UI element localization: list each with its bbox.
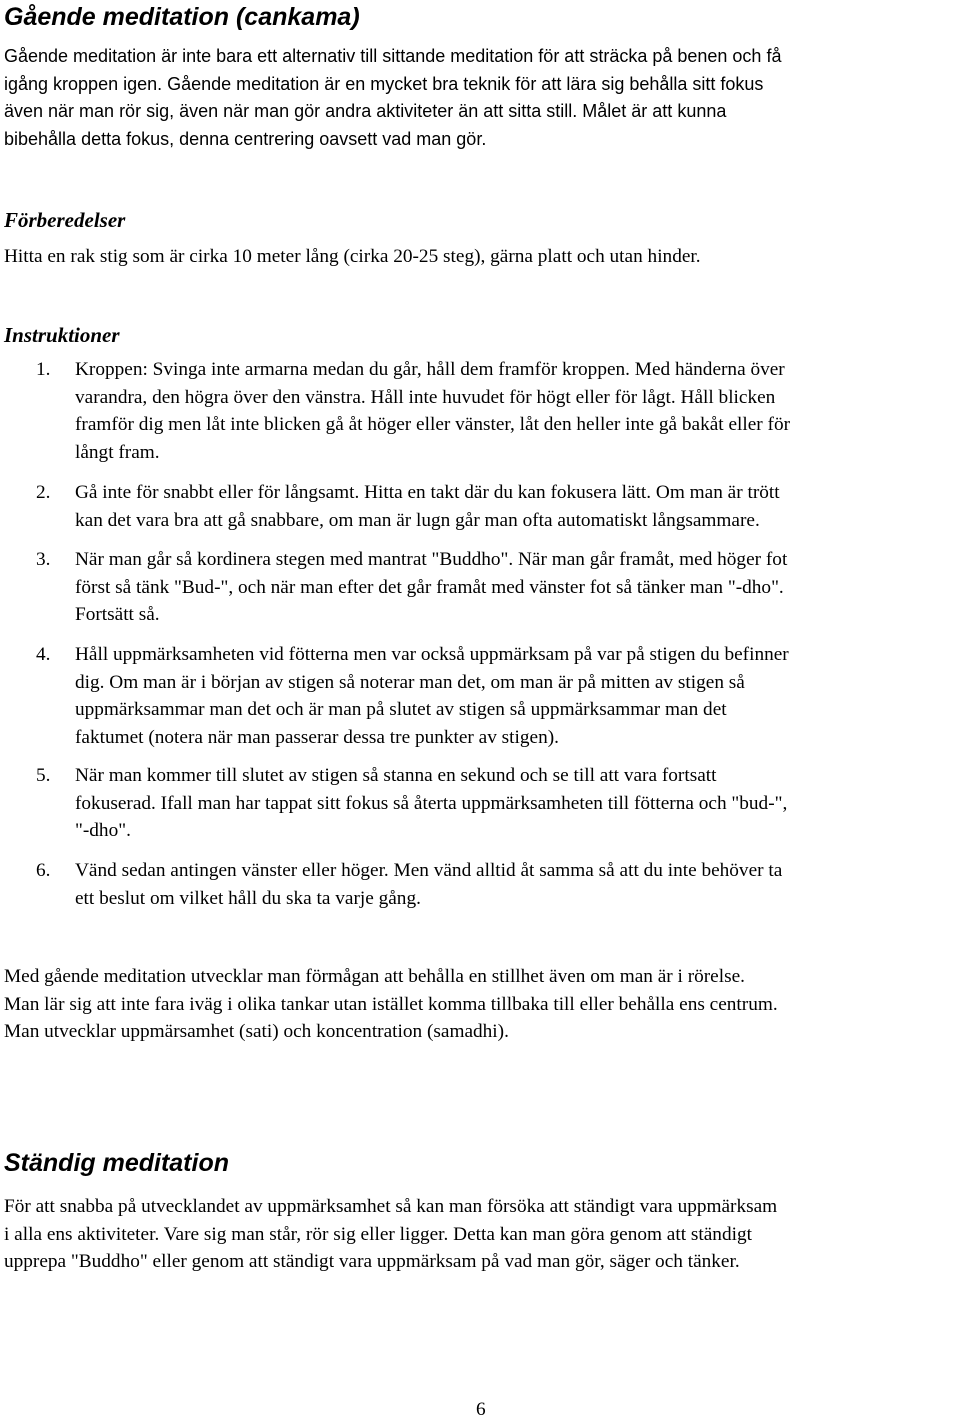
preparations-text: [4, 243, 960, 271]
text-line: När man går så kordinera stegen med mantrat "Buddho". När man går framåt, med höger fot: [75, 549, 788, 570]
text-line: För att snabba på utvecklandet av uppmärksamhet så kan man försöka att ständigt vara uppmärksam: [4, 1196, 778, 1217]
text-line: Gå inte för snabbt eller för långsamt. Hitta en takt där du kan fokusera lätt. Om man är trött: [75, 482, 780, 503]
text-line: Vänd sedan antingen vänster eller höger. Men vänd alltid åt samma så att du inte behöver ta: [75, 860, 783, 881]
text-line: Man utvecklar uppmärsamhet (sati) och koncentration (samadhi).: [4, 1021, 509, 1042]
text-line: kan det vara bra att gå snabbare, om man är lugn går man ofta automatiskt långsammare.: [75, 509, 760, 531]
text-line: Med gående meditation utvecklar man förmågan att behålla en stillhet även om man är i rörelse.: [4, 966, 745, 987]
text-line: När man kommer till slutet av stigen så stanna en sekund och se till att vara fortsatt: [75, 765, 717, 786]
text-line: "-dho".: [75, 820, 131, 841]
constant-meditation-title: Ständig meditation: [4, 1149, 229, 1177]
walking-meditation-title: Gående meditation (cankama): [4, 3, 360, 31]
instruction-number: 1.: [36, 359, 51, 380]
instruction-number: 6.: [36, 860, 51, 881]
instruction-text: [75, 546, 960, 629]
text-line: ett beslut om vilket håll du ska ta varje gång.: [75, 887, 421, 909]
instruction-text: [75, 641, 960, 751]
text-line: Håll uppmärksamheten vid fötterna men var också uppmärksam på var på stigen du befinner: [75, 644, 789, 665]
text-line: långt fram.: [75, 441, 160, 463]
instruction-text: [75, 479, 960, 534]
instruction-text: [75, 356, 960, 466]
text-line: Gående meditation är inte bara ett alternativ till sittande meditation för att sträcka på benen och få: [4, 46, 782, 66]
instruction-number: 5.: [36, 765, 51, 786]
text-line: dig. Om man är i början av stigen så noterar man det, om man är på mitten av stigen så: [75, 671, 745, 693]
text-line: fokuserad. Ifall man har tappat sitt fokus så återta uppmärksamheten till fötterna och "bud-",: [75, 792, 788, 814]
instruction-number: 2.: [36, 482, 51, 503]
walking-meditation-intro: [4, 43, 960, 153]
text-line: Kroppen: Svinga inte armarna medan du går, håll dem framför kroppen. Med händerna över: [75, 359, 785, 380]
text-line: bibehålla detta fokus, denna centrering oavsett vad man gör.: [4, 128, 487, 149]
preparations-heading: Förberedelser: [4, 208, 126, 232]
text-line: Hitta en rak stig som är cirka 10 meter lång (cirka 20-25 steg), gärna platt och utan hinder.: [4, 246, 701, 267]
instructions-heading: Instruktioner: [4, 323, 120, 347]
text-line: faktumet (notera när man passerar dessa tre punkter av stigen).: [75, 726, 559, 748]
summary-paragraph: [4, 963, 960, 1046]
text-line: upprepa "Buddho" eller genom att ständigt vara uppmärksam på vad man gör, säger och tänker.: [4, 1251, 740, 1272]
instruction-text: [75, 857, 960, 912]
constant-meditation-paragraph: [4, 1193, 960, 1276]
text-line: Fortsätt så.: [75, 604, 160, 625]
text-line: först så tänk "Bud-", och när man efter det går framåt med vänster fot så tänker man "-dho".: [75, 576, 784, 598]
text-line: uppmärksammar man det och är man på slutet av stigen så uppmärksammar man det: [75, 699, 727, 720]
instruction-number: 4.: [36, 644, 51, 665]
instruction-number: 3.: [36, 549, 51, 570]
instruction-text: [75, 762, 960, 845]
text-line: Man lär sig att inte fara iväg i olika tankar utan istället komma tillbaka till eller behålla ens centrum.: [4, 993, 778, 1015]
document-page: [4, 0, 960, 1419]
text-line: igång kroppen igen. Gående meditation är en mycket bra teknik för att lära sig behålla sitt fokus: [4, 73, 764, 94]
text-line: framför dig men låt inte blicken gå åt höger eller vänster, låt den heller inte gå bakåt eller för: [75, 414, 791, 435]
text-line: varandra, den högra över den vänstra. Håll inte huvudet för högt eller för lågt. Håll blicken: [75, 386, 776, 408]
text-line: i alla ens aktiviteter. Vare sig man står, rör sig eller ligger. Detta kan man göra genom att ständigt: [4, 1223, 752, 1245]
text-line: även när man rör sig, även när man gör andra aktiviteter än att sitta still. Målet är att kunna: [4, 101, 727, 121]
page-number: 6: [476, 1399, 486, 1420]
